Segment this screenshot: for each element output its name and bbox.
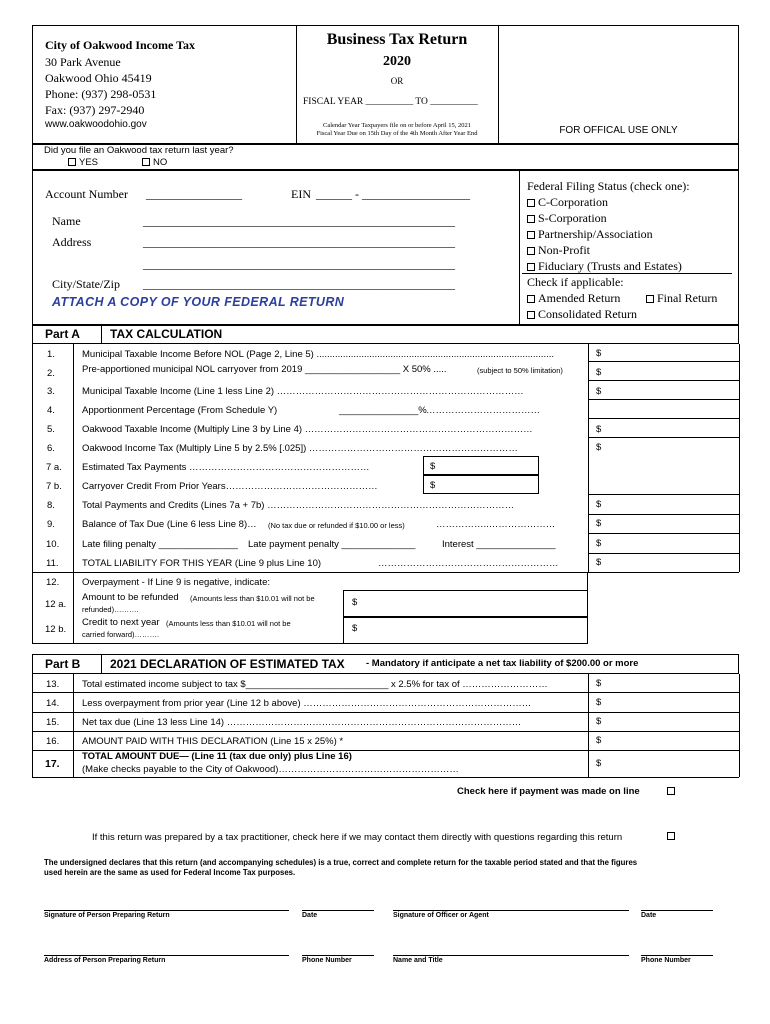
account-number-label: Account Number (45, 187, 128, 201)
line-17-number: 17. (45, 758, 60, 770)
line-10-late-payment[interactable]: Late payment penalty ______________ (248, 539, 416, 550)
line-12a-text: Amount to be refunded (82, 592, 179, 603)
line-6-text: Oakwood Income Tax (Multiply Line 5 by 2.5% [.025]) ………………………………………………………… (82, 443, 518, 454)
filing-option-s-corp[interactable] (527, 211, 607, 226)
consolidated-return-checkbox[interactable] (527, 311, 535, 319)
online-payment-checkbox[interactable] (667, 787, 675, 795)
date-label-1: Date (302, 912, 318, 919)
declaration-line-2: used herein are the same as used for Federal Income Tax purposes. (44, 868, 296, 877)
practitioner-label: If this return was prepared by a tax practitioner, check here if we may contact them directly with questions regarding this return (92, 832, 623, 843)
due-note-2: Fiscal Year Due on 15th Day of the 4th Month After Year End (316, 130, 478, 137)
city-name: City of Oakwood Income Tax (45, 38, 196, 52)
preparer-address-label: Address of Person Preparing Return (44, 957, 166, 964)
prior-year-question: Did you file an Oakwood tax return last year? (44, 145, 234, 156)
prior-no-checkbox[interactable] (142, 158, 150, 166)
non-profit-label: Non-Profit (538, 243, 590, 257)
line-8-dollar[interactable]: $ (596, 499, 602, 510)
fiduciary-checkbox[interactable] (527, 263, 535, 271)
online-payment-option (457, 786, 640, 797)
line-7a-text: Estimated Tax Payments ………………………………………………… (82, 462, 370, 473)
line-11-dots: ………………………………………………… (378, 558, 559, 569)
line-12-text: Overpayment - If Line 9 is negative, indicate: (82, 577, 270, 588)
s-corp-checkbox[interactable] (527, 215, 535, 223)
fiscal-year: FISCAL YEAR __________ TO __________ (303, 97, 478, 107)
line-12a-note: (Amounts less than $10.01 will not be (190, 594, 315, 603)
address-label: Address (52, 235, 92, 249)
prior-no-label: NO (153, 157, 168, 168)
line-5-number: 5. (47, 424, 55, 435)
fax: Fax: (937) 297-2940 (45, 103, 145, 117)
online-payment-label: Check here if payment was made on line (457, 786, 640, 797)
preparer-signature-label: Signature of Person Preparing Return (44, 912, 170, 919)
line-13-dollar[interactable]: $ (596, 678, 602, 689)
line-11-text: TOTAL LIABILITY FOR THIS YEAR (Line 9 plus Line 10) (82, 558, 322, 569)
line-7a-amount-box[interactable] (423, 456, 539, 475)
phone-line-2[interactable] (641, 955, 713, 956)
line-12a-number: 12 a. (45, 599, 67, 610)
line-4-number: 4. (47, 405, 55, 416)
line-9-note: (No tax due or refunded if $10.00 or less) (268, 521, 405, 530)
practitioner-checkbox[interactable] (667, 832, 675, 840)
line-2-text: Pre-apportioned municipal NOL carryover from 2019 __________________ X 50% ..... (82, 364, 447, 375)
line-7b-number: 7 b. (46, 481, 62, 492)
line-12b-text: Credit to next year (82, 617, 160, 628)
form-title: Business Tax Return (326, 31, 468, 48)
line-9-dollar[interactable]: $ (596, 518, 602, 529)
officer-signature-line[interactable] (393, 910, 629, 911)
line-16-number: 16. (46, 736, 60, 747)
final-return-checkbox[interactable] (646, 295, 654, 303)
part-b-label: Part B (45, 657, 81, 671)
part-b-subtitle: - Mandatory if anticipate a net tax liability of $200.00 or more (366, 658, 639, 669)
part-a-label: Part A (45, 327, 80, 341)
attach-federal-notice: ATTACH A COPY OF YOUR FEDERAL RETURN (52, 295, 345, 309)
line-17-dollar[interactable]: $ (596, 758, 602, 769)
preparer-address-line[interactable] (44, 955, 289, 956)
line-9-dots: ……………..………………… (436, 519, 556, 530)
date-line-1[interactable] (302, 910, 374, 911)
line-1-number: 1. (47, 349, 55, 360)
part-a-title: TAX CALCULATION (110, 327, 223, 341)
line-3-text: Municipal Taxable Income (Line 1 less Line 2) …………………………………………………………………… (82, 386, 524, 397)
line-12b-text-2: carried forward)………. (82, 630, 160, 639)
line-9-text: Balance of Tax Due (Line 6 less Line 8)… (82, 519, 257, 530)
fiduciary-label: Fiduciary (Trusts and Estates) (538, 259, 682, 273)
line-14-text: Less overpayment from prior year (Line 12 b above) ……………………………………………………………… (82, 698, 532, 709)
line-3-dollar[interactable]: $ (596, 386, 602, 397)
line-12b-note: (Amounts less than $10.01 will not be (166, 619, 291, 628)
line-2-number: 2. (47, 368, 55, 379)
line-15-number: 15. (46, 717, 60, 728)
line-12b-amount-box[interactable] (343, 617, 588, 644)
line-9-number: 9. (47, 519, 55, 530)
ein-label: EIN (291, 187, 311, 201)
final-return-option[interactable] (646, 291, 717, 306)
city-state-zip-field[interactable]: ____________________________________________________ (143, 277, 455, 291)
line-16-text: AMOUNT PAID WITH THIS DECLARATION (Line 15 x 25%) * (82, 736, 344, 747)
amended-return-checkbox[interactable] (527, 295, 535, 303)
amended-return-label: Amended Return (538, 291, 621, 305)
prior-yes-option (68, 157, 98, 168)
line-12a-dollar[interactable]: $ (352, 597, 358, 608)
account-number-field[interactable]: ________________ (146, 187, 242, 201)
partnership-checkbox[interactable] (527, 231, 535, 239)
due-note-1: Calendar Year Taxpayers file on or before April 15, 2021 (323, 122, 471, 129)
name-title-label: Name and Title (393, 957, 443, 964)
line-10-interest[interactable]: Interest _______________ (442, 539, 556, 550)
prior-yes-label: YES (79, 157, 99, 168)
line-3-number: 3. (47, 386, 55, 397)
line-15-text: Net tax due (Line 13 less Line 14) ………………………………………………………………………………… (82, 717, 522, 728)
address-line-1: 30 Park Avenue (45, 55, 121, 69)
ein-field[interactable]: ______ - __________________ (316, 187, 470, 201)
phone-label-2: Phone Number (641, 957, 691, 964)
declaration-line-1: The undersigned declares that this return (and accompanying schedules) is a true, correct and complete return for the taxable period stated and that the figures (44, 858, 638, 867)
line-2-note: (subject to 50% limitation) (477, 366, 563, 375)
line-4-percent-field[interactable]: _______________% (339, 405, 427, 416)
line-1-text: Municipal Taxable Income Before NOL (Page 2, Line 5) .......................................................................................... (82, 349, 555, 360)
line-12-number: 12. (46, 577, 60, 588)
filing-option-partnership[interactable] (527, 227, 653, 242)
line-16-dollar[interactable]: $ (596, 735, 602, 746)
line-10-dollar[interactable]: $ (596, 538, 602, 549)
name-field[interactable]: ____________________________________________________ (143, 214, 455, 228)
address-field-2[interactable]: ____________________________________________________ (143, 257, 455, 271)
line-5-dollar[interactable]: $ (596, 424, 602, 435)
line-13-number: 13. (46, 679, 60, 690)
name-label: Name (52, 214, 81, 228)
line-14-number: 14. (46, 698, 60, 709)
line-10-number: 10. (46, 539, 60, 550)
line-12b-dollar[interactable]: $ (352, 623, 358, 634)
line-14-dollar[interactable]: $ (596, 697, 602, 708)
line-13-text[interactable]: Total estimated income subject to tax $___________________________ x 2.5% for tax of ……………………… (82, 679, 548, 690)
form-year: 2020 (383, 54, 411, 69)
line-12b-number: 12 b. (45, 624, 67, 635)
line-4-text: Apportionment Percentage (From Schedule Y) (82, 405, 278, 416)
line-17-text: TOTAL AMOUNT DUE— (Line 11 (tax due only) plus Line 16) (82, 751, 352, 762)
s-corp-label: S-Corporation (538, 211, 607, 225)
line-11-number: 11. (46, 558, 59, 569)
or-label: OR (390, 76, 404, 86)
prior-yes-checkbox[interactable] (68, 158, 76, 166)
city-state-zip-label: City/State/Zip (52, 277, 120, 291)
officer-signature-label: Signature of Officer or Agent (393, 912, 489, 919)
line-7b-dollar[interactable]: $ (430, 480, 436, 491)
line-8-text: Total Payments and Credits (Lines 7a + 7b) …………………………………………………………………… (82, 500, 515, 511)
c-corp-checkbox[interactable] (527, 199, 535, 207)
line-1-dollar[interactable]: $ (596, 348, 602, 359)
line-6-dollar[interactable]: $ (596, 442, 602, 453)
line-2-dollar[interactable]: $ (596, 367, 602, 378)
name-title-line[interactable] (393, 955, 629, 956)
phone-label-1: Phone Number (302, 957, 352, 964)
line-6-number: 6. (47, 443, 55, 454)
part-b-title: 2021 DECLARATION OF ESTIMATED TAX (110, 657, 345, 671)
amended-return-option[interactable] (527, 291, 620, 306)
line-15-dollar[interactable]: $ (596, 716, 602, 727)
official-use: FOR OFFICAL USE ONLY (559, 125, 678, 136)
line-11-dollar[interactable]: $ (596, 557, 602, 568)
line-7a-number: 7 a. (46, 462, 62, 473)
filing-status-title: Federal Filing Status (check one): (527, 179, 690, 193)
line-5-text: Oakwood Taxable Income (Multiply Line 3 by Line 4) ……………………………………………………………… (82, 424, 533, 435)
consolidated-return-label: Consolidated Return (538, 307, 637, 321)
check-applicable-title: Check if applicable: (527, 275, 624, 289)
prior-no-option (142, 157, 167, 168)
address-field-1[interactable]: ____________________________________________________ (143, 235, 455, 249)
filing-option-non-profit[interactable] (527, 243, 590, 258)
partnership-label: Partnership/Association (538, 227, 653, 241)
date-line-2[interactable] (641, 910, 713, 911)
line-8-number: 8. (47, 500, 55, 511)
phone: Phone: (937) 298-0531 (45, 87, 157, 101)
filing-option-c-corp[interactable] (527, 195, 608, 210)
line-7b-text: Carryover Credit From Prior Years………………………………………… (82, 481, 378, 492)
line-12a-amount-box[interactable] (343, 590, 588, 617)
line-4-dots: ……………………………… (426, 405, 540, 416)
filing-option-fiduciary[interactable] (527, 259, 682, 274)
preparer-signature-line[interactable] (44, 910, 289, 911)
consolidated-return-option[interactable] (527, 307, 637, 322)
website: www.oakwoodohio.gov (45, 119, 147, 130)
line-10-late-filing[interactable]: Late filing penalty _______________ (82, 539, 238, 550)
non-profit-checkbox[interactable] (527, 247, 535, 255)
line-7a-dollar[interactable]: $ (430, 461, 436, 472)
line-12a-text-2: refunded)………. (82, 605, 139, 614)
phone-line-1[interactable] (302, 955, 374, 956)
line-17-text-2: (Make checks payable to the City of Oakwood)………………………………………………… (82, 764, 459, 775)
line-7b-amount-box[interactable] (423, 475, 539, 494)
date-label-2: Date (641, 912, 657, 919)
address-line-2: Oakwood Ohio 45419 (45, 71, 152, 85)
c-corp-label: C-Corporation (538, 195, 608, 209)
final-return-label: Final Return (657, 291, 718, 305)
